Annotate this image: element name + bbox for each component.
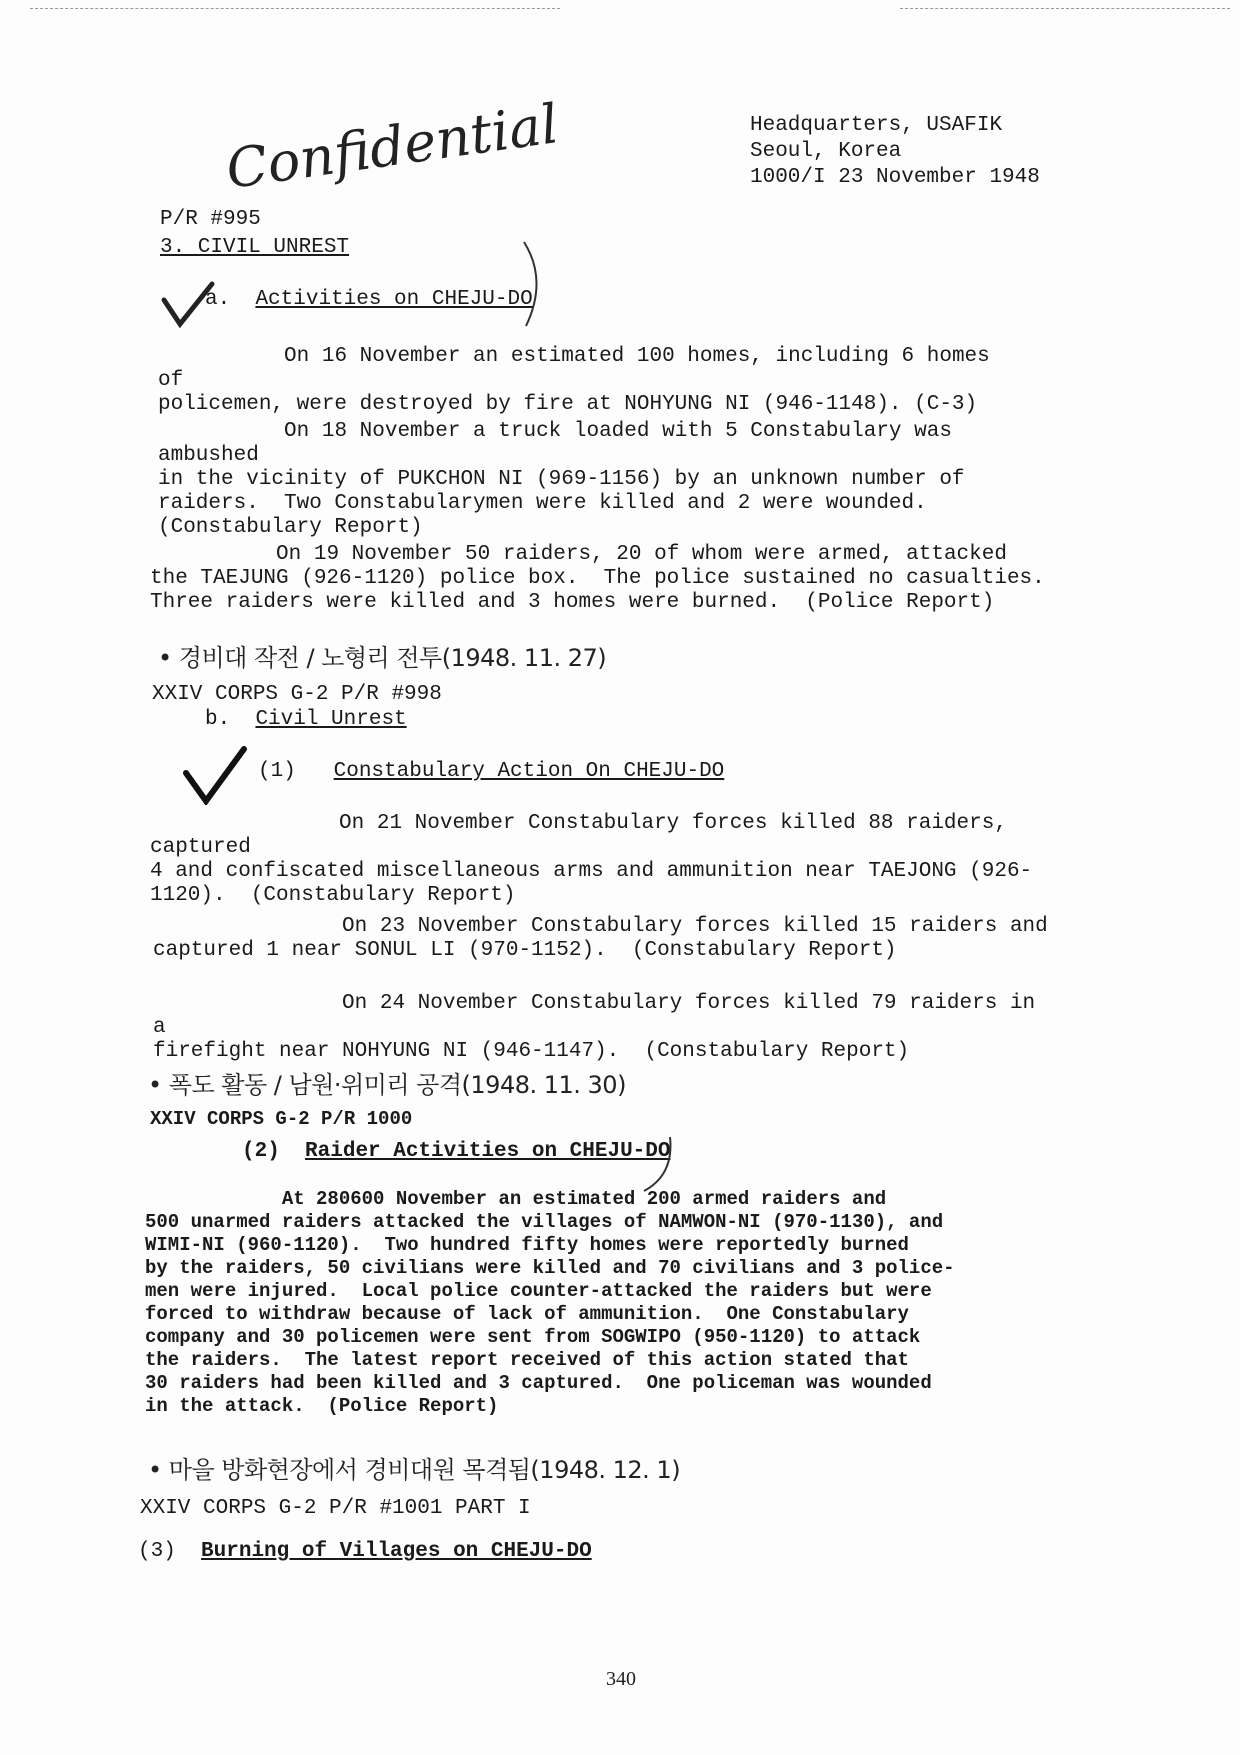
scan-edge-line [30, 8, 560, 9]
item-label: (1) [258, 760, 296, 783]
checkmark-icon [180, 745, 250, 805]
subsection-label: a. [205, 288, 231, 311]
subsection-heading [138, 1540, 592, 1563]
report-number: XXIV CORPS G-2 P/R 1000 [150, 1108, 413, 1130]
subsection-heading [205, 288, 533, 311]
subsection-label: b. [205, 708, 231, 731]
item-title: Burning of Villages on CHEJU-DO [201, 1540, 592, 1563]
section-heading: 3. CIVIL UNREST [160, 236, 350, 259]
subsection-heading [258, 760, 724, 783]
paragraph: On 18 November a truck loaded with 5 Constabulary was ambushed in the vicinity of PUKCHON NI (969-1156) by an unknown number of raiders. Two Constabularymen were killed and 2 were wounded. (Constabulary Report) [158, 420, 965, 539]
korean-caption: • 폭도 활동 / 남원·위미리 공격(1948. 11. 30) [148, 1071, 626, 1099]
header-line: 1000/I 23 November 1948 [750, 166, 1040, 189]
handwritten-confidential-mark: Confidential [222, 92, 563, 201]
paragraph: On 21 November Constabulary forces killed 88 raiders, captured 4 and confiscated miscellaneous arms and ammunition near TAEJONG (926- 1120). (Constabulary Report) [150, 812, 1033, 907]
page-number: 340 [606, 1668, 636, 1690]
subsection-title: Activities on CHEJU-DO [255, 288, 533, 311]
report-number: XXIV CORPS G-2 P/R #1001 PART I [140, 1497, 531, 1520]
header-block [750, 113, 1040, 191]
korean-caption: • 마을 방화현장에서 경비대원 목격됨(1948. 12. 1) [148, 1456, 681, 1484]
paragraph: On 16 November an estimated 100 homes, including 6 homes of policemen, were destroyed by fire at NOHYUNG NI (946-1148). (C-3) [158, 345, 990, 416]
paragraph: On 23 November Constabulary forces killed 15 raiders and captured 1 near SONUL LI (970-1152). (Constabulary Report) [153, 915, 1048, 962]
scan-edge-line [900, 8, 1230, 9]
header-line: Headquarters, USAFIK [750, 114, 1003, 137]
subsection-heading [205, 708, 407, 731]
report-number: P/R #995 [160, 208, 261, 231]
bracket-mark [520, 240, 550, 330]
item-label: (3) [138, 1540, 176, 1563]
item-title: Constabulary Action On CHEJU-DO [333, 760, 725, 783]
item-label: (2) [242, 1140, 280, 1163]
paragraph: On 24 November Constabulary forces killed 79 raiders in a firefight near NOHYUNG NI (946-1147). (Constabulary Report) [153, 992, 1036, 1063]
paragraph: On 19 November 50 raiders, 20 of whom were armed, attacked the TAEJUNG (926-1120) police box. The police sustained no casualties. Three raiders were killed and 3 homes were burned. (Police Report) [150, 543, 1045, 614]
header-line: Seoul, Korea [750, 140, 902, 163]
paragraph: At 280600 November an estimated 200 armed raiders and 500 unarmed raiders attacked the villages of NAMWON-NI (970-1130), and WIMI-NI (960-1120). Two hundred fifty homes were reportedly burned by the raiders, 50 civilians were killed and 70 civilians and 3 police- men were injured. Local police counter-attacked the raiders but were forced to withdraw because of lack of ammunition. One Constabulary company and 30 policemen were sent from SOGWIPO (950-1120) to attack the raiders. The latest report received of this action stated that 30 raiders had been killed and 3 captured. One policeman was wounded in the attack. (Police Report) [145, 1188, 955, 1417]
korean-caption: • 경비대 작전 / 노형리 전투(1948. 11. 27) [158, 644, 607, 672]
subsection-heading [242, 1140, 671, 1163]
report-number: XXIV CORPS G-2 P/R #998 [152, 683, 442, 706]
item-title: Raider Activities on CHEJU-DO [305, 1140, 671, 1163]
bracket-mark [640, 1135, 680, 1195]
subsection-title: Civil Unrest [255, 708, 407, 731]
